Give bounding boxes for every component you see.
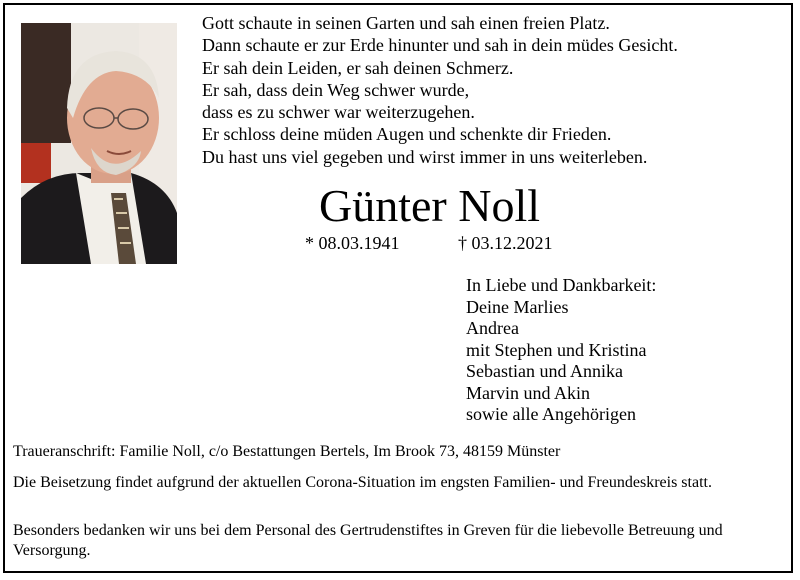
deceased-name: Günter Noll bbox=[319, 180, 541, 231]
poem-line: Er sah dein Leiden, er sah deinen Schmerz. bbox=[202, 57, 514, 78]
mourner-name: Andrea bbox=[466, 318, 519, 338]
poem-line: Er sah, dass dein Weg schwer wurde, bbox=[202, 79, 470, 100]
poem-line: dass es zu schwer war weiterzugehen. bbox=[202, 102, 475, 123]
thanks-notice: Besonders bedanken wir uns bei dem Personal des Gertrudenstiftes in Greven für die liebevolle Betreuung und Versorgung. bbox=[13, 522, 723, 559]
mourners-intro: In Liebe und Dankbarkeit: bbox=[466, 275, 657, 295]
mourner-name: Sebastian und Annika bbox=[466, 361, 623, 381]
poem-line: Du hast uns viel gegeben und wirst immer in uns weiterleben. bbox=[202, 146, 648, 167]
poem bbox=[202, 12, 678, 168]
mourner-name: Deine Marlies bbox=[466, 296, 569, 317]
mourner-name: mit Stephen und Kristina bbox=[466, 339, 647, 360]
burial-notice: Die Beisetzung findet aufgrund der aktuellen Corona-Situation im engsten Familien- und Freundeskreis statt. bbox=[13, 474, 712, 491]
mourner-name: Marvin und Akin bbox=[466, 382, 590, 403]
birth-date: * 08.03.1941 bbox=[305, 233, 400, 253]
poem-line: Dann schaute er zur Erde hinunter und sah in dein müdes Gesicht. bbox=[202, 35, 678, 56]
mourning-address: Traueranschrift: Familie Noll, c/o Bestattungen Bertels, Im Brook 73, 48159 Münster bbox=[13, 443, 561, 460]
portrait-photo bbox=[21, 23, 177, 264]
poem-line: Gott schaute in seinen Garten und sah einen freien Platz. bbox=[202, 13, 610, 33]
poem-line: Er schloss deine müden Augen und schenkte dir Frieden. bbox=[202, 124, 612, 145]
death-date: † 03.12.2021 bbox=[458, 233, 553, 253]
mourners-list bbox=[466, 275, 656, 426]
mourner-name: sowie alle Angehörigen bbox=[466, 404, 636, 424]
